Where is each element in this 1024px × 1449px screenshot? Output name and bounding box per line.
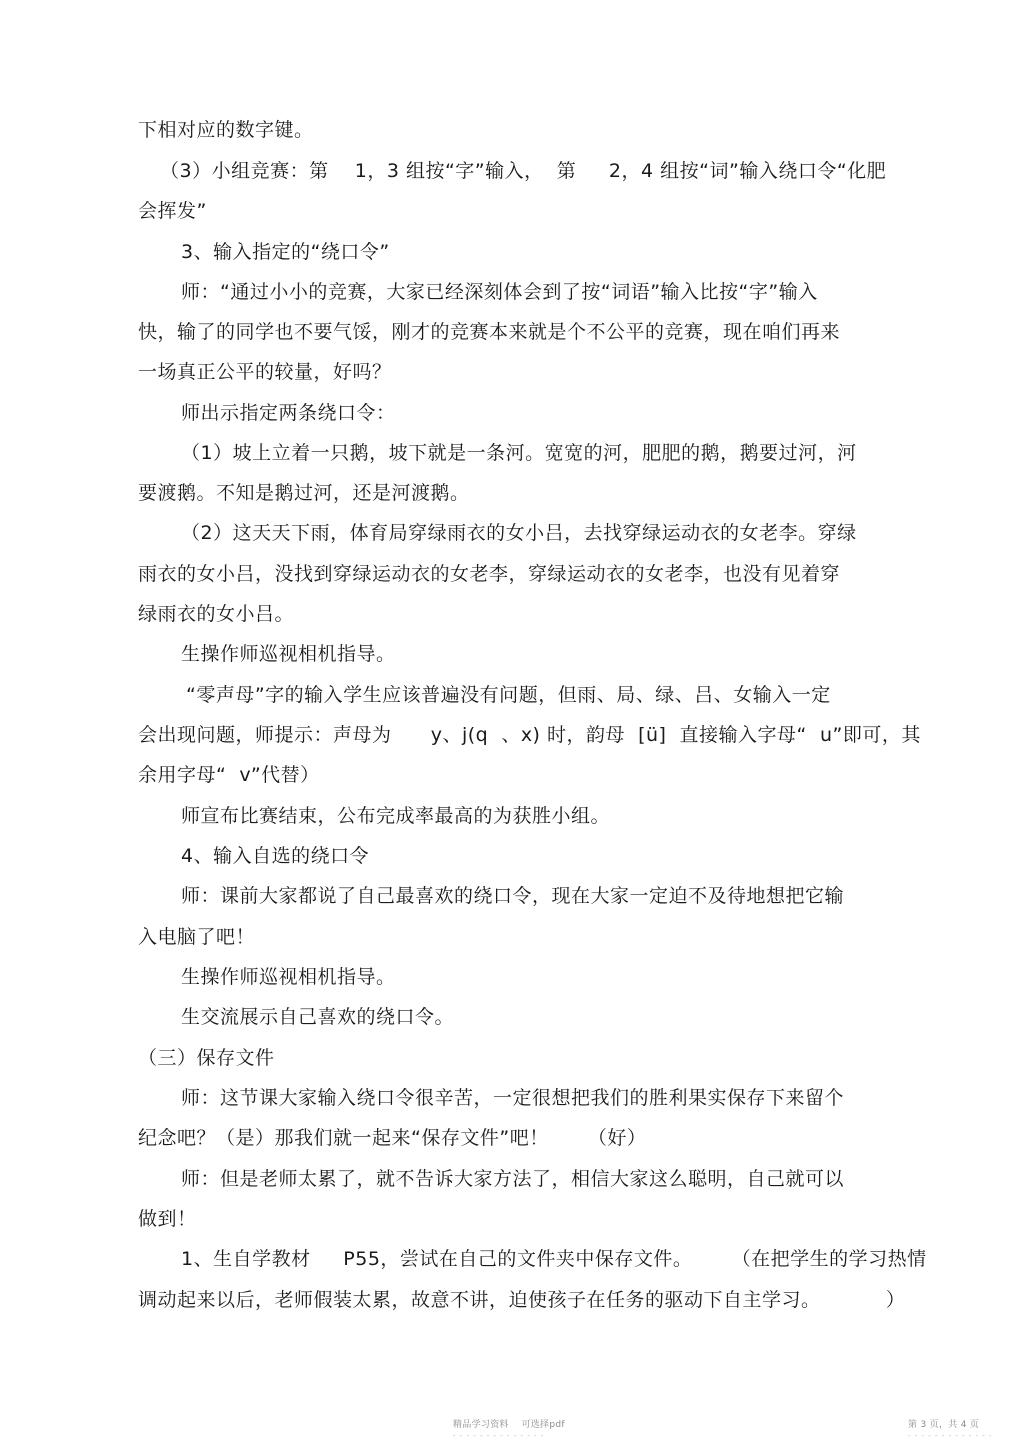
text-line: 下相对应的数字键。: [138, 119, 314, 141]
text-line: 生操作师巡视相机指导。: [181, 966, 396, 988]
text-line: 会挥发”: [138, 200, 207, 222]
text-line: 师：但是老师太累了，就不告诉大家方法了，相信大家这么聪明，自己就可以: [181, 1168, 845, 1190]
text-line: 生交流展示自己喜欢的绕口令。: [181, 1006, 455, 1028]
text-line: 入电脑了吧！: [138, 926, 256, 948]
text-line: 生操作师巡视相机指导。: [181, 643, 396, 665]
section-heading: 3、输入指定的“绕口令”: [181, 241, 390, 263]
text-line: 1、生自学教材 P55，尝试在自己的文件夹中保存文件。 （在把学生的学习热情: [181, 1248, 927, 1270]
text-line: 要渡鹅。不知是鹅过河，还是河渡鹅。: [138, 482, 470, 504]
footer-dashes-left: - - - - - - - - - - - - - -: [453, 1432, 545, 1440]
text-line: 绿雨衣的女小吕。: [138, 603, 295, 625]
text-line: 一场真正公平的较量，好吗？: [138, 361, 392, 383]
text-line: 做到！: [138, 1208, 197, 1230]
text-line: “零声母”字的输入学生应该普遍没有问题，但雨、局、绿、吕、女输入一定: [186, 684, 831, 706]
text-line: 雨衣的女小吕，没找到穿绿运动衣的女老李，穿绿运动衣的女老李，也没有见着穿: [138, 563, 841, 585]
section-heading: 4、输入自选的绕口令: [181, 845, 370, 867]
text-line: 师出示指定两条绕口令：: [181, 402, 396, 424]
text-line: （2）这天天下雨，体育局穿绿雨衣的女小吕，去找穿绿运动衣的女老李。穿绿: [181, 522, 857, 544]
footer-watermark: 精品学习资料 可选择pdf: [453, 1420, 565, 1430]
text-line: 会出现问题，师提示：声母为 y、j(q 、x) 时，韵母 [ü] 直接输入字母“ u”即可，其: [138, 724, 921, 746]
text-line: 快，输了的同学也不要气馁，刚才的竞赛本来就是个不公平的竞赛，现在咱们再来: [138, 321, 841, 343]
text-line: 纪念吧？（是）那我们就一起来“保存文件”吧！ （好）: [138, 1127, 647, 1149]
text-line: （3）小组竞赛：第 1，3 组按“字”输入， 第 2，4 组按“词”输入绕口令“化肥: [160, 160, 887, 182]
text-line: 师：“通过小小的竞赛，大家已经深刻体会到了按“词语”输入比按“字”输入: [181, 281, 818, 303]
text-line: 调动起来以后，老师假装太累，故意不讲，迫使孩子在任务的驱动下自主学习。 ）: [138, 1289, 906, 1311]
text-line: 师宣布比赛结束，公布完成率最高的为获胜小组。: [181, 805, 611, 827]
text-line: （1）坡上立着一只鹅，坡下就是一条河。宽宽的河，肥肥的鹅，鹅要过河，河: [181, 442, 857, 464]
text-line: 师：这节课大家输入绕口令很辛苦，一定很想把我们的胜利果实保存下来留个: [181, 1087, 845, 1109]
section-heading: （三）保存文件: [138, 1047, 275, 1069]
text-line: 余用字母“ v”代替）: [138, 764, 320, 786]
page-number: 第 3 页，共 4 页: [908, 1420, 980, 1430]
text-line: 师：课前大家都说了自己最喜欢的绕口令，现在大家一定迫不及待地想把它输: [181, 885, 845, 907]
footer-dashes-right: - - - - - - - - - - - - -: [908, 1432, 993, 1440]
